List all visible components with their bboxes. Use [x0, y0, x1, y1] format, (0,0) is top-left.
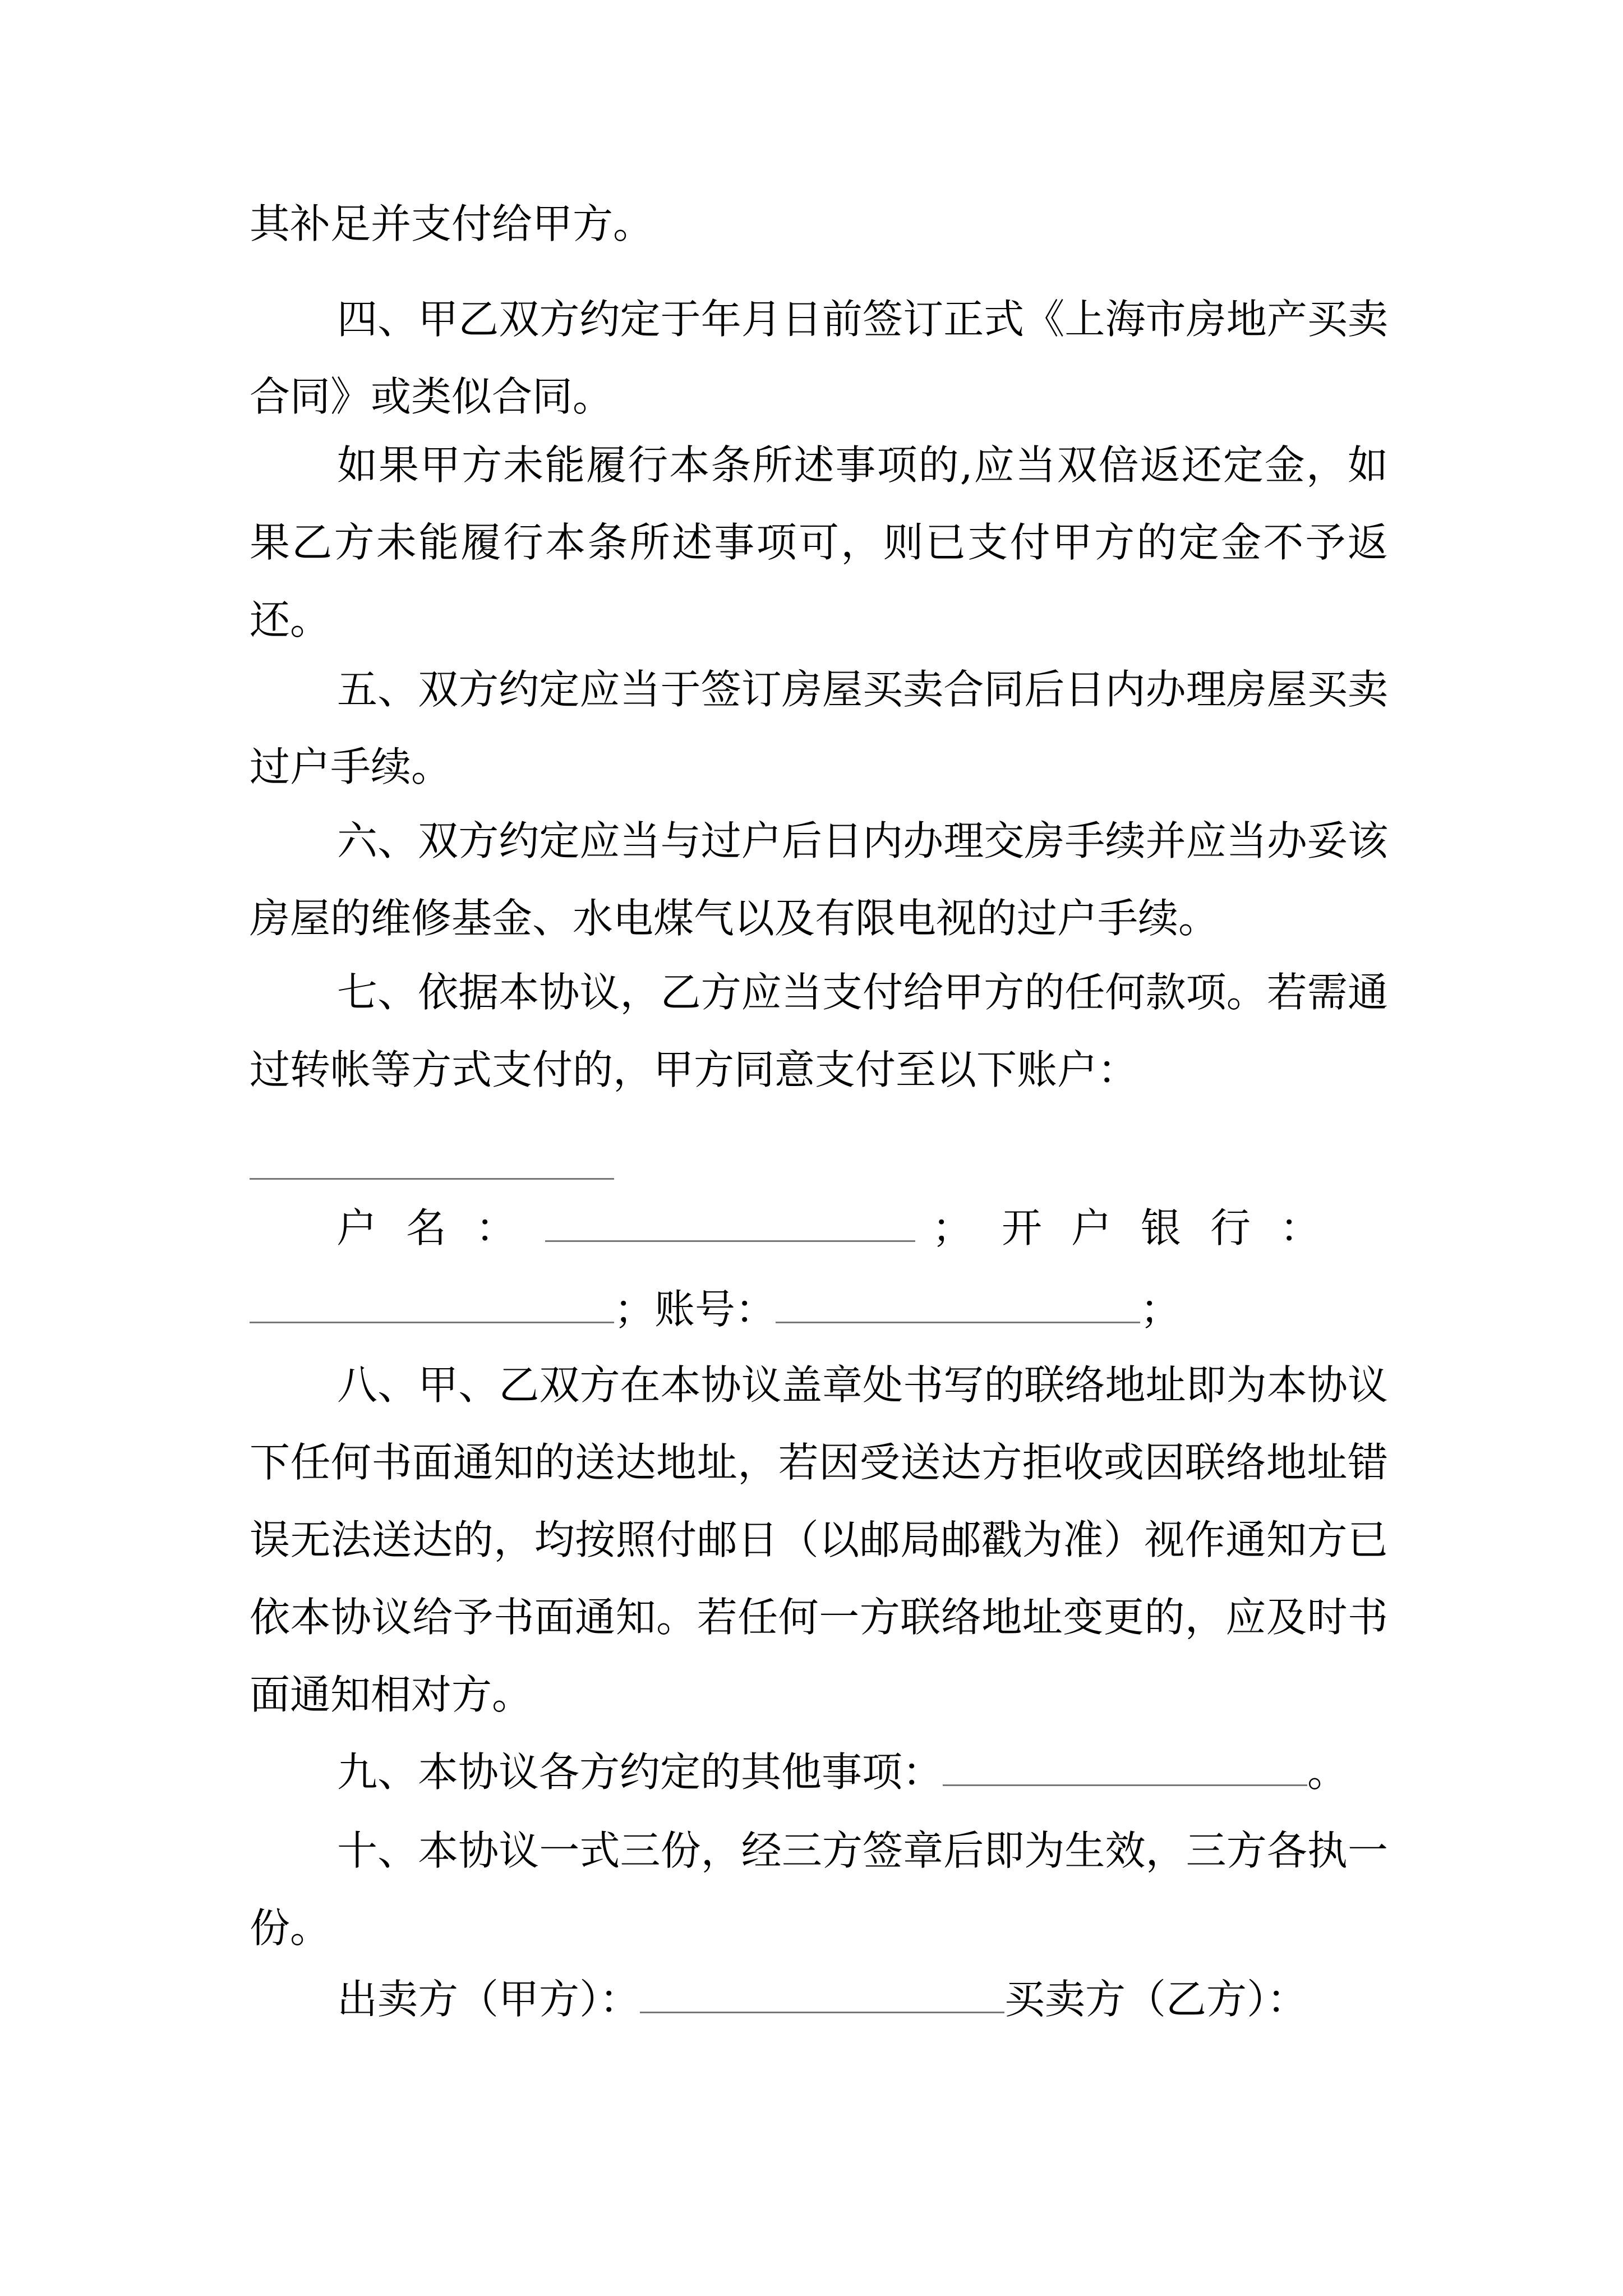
account-info-line-1	[336, 1189, 1388, 1267]
clause-4: 四、甲乙双方约定于年月日前签订正式《上海市房地产买卖合同》或类似合同。	[250, 296, 1388, 420]
clause-5: 五、双方约定应当于签订房屋买卖合同后日内办理房屋买卖过户手续。	[250, 666, 1388, 790]
seller-blank	[640, 1972, 1004, 2013]
clause-10: 十、本协议一式三份，经三方签章后即为生效，三方各执一份。	[250, 1827, 1388, 1952]
clause-7: 七、依据本协议，乙方应当支付给甲方的任何款项。若需通过转帐等方式支付的，甲方同意支付至以下账户：	[250, 969, 1388, 1093]
account-blank-line	[250, 1139, 614, 1180]
account-number-blank	[776, 1282, 1140, 1323]
clause-9-blank	[943, 1745, 1307, 1786]
account-name-blank	[545, 1201, 915, 1242]
account-name-label: 户名：	[336, 1204, 546, 1251]
clause-8: 八、甲、乙双方在本协议盖章处书写的联络地址即为本协议下任何书面通知的送达地址，若因受送达方拒收或因联络地址错误无法送达的，均按照付邮日（以邮局邮戳为准）视作通知方已依本协议给予书面通知。若任何一方联络地址变更的，应及时书面通知相对方。	[250, 1361, 1388, 1718]
seller-label: 出卖方（甲方）：	[337, 1976, 640, 2023]
clause-6: 六、双方约定应当与过户后日内办理交房手续并应当办妥该房屋的维修基金、水电煤气以及有限电视的过户手续。	[250, 817, 1388, 942]
clause-9	[337, 1733, 1476, 1811]
clause-9-text: 九、本协议各方约定的其他事项：	[337, 1749, 943, 1796]
bank-blank	[250, 1282, 614, 1323]
account-info-line-2	[250, 1271, 1388, 1348]
clause-4-penalty: 如果甲方未能履行本条所述事项的,应当双倍返还定金，如果乙方未能履行本条所述事项可，则已支付甲方的定金不予返还。	[250, 441, 1388, 643]
account-end-mark: ；	[1140, 1286, 1181, 1333]
account-number-label: ；账号：	[614, 1286, 776, 1333]
clause-9-end: 。	[1307, 1749, 1348, 1796]
paragraph-continuation: 其补足并支付给甲方。	[250, 200, 654, 247]
buyer-label: 买卖方（乙方）：	[1004, 1976, 1308, 2023]
bank-label: ；开户银行：	[932, 1204, 1350, 1251]
signature-line	[337, 1961, 1476, 2038]
